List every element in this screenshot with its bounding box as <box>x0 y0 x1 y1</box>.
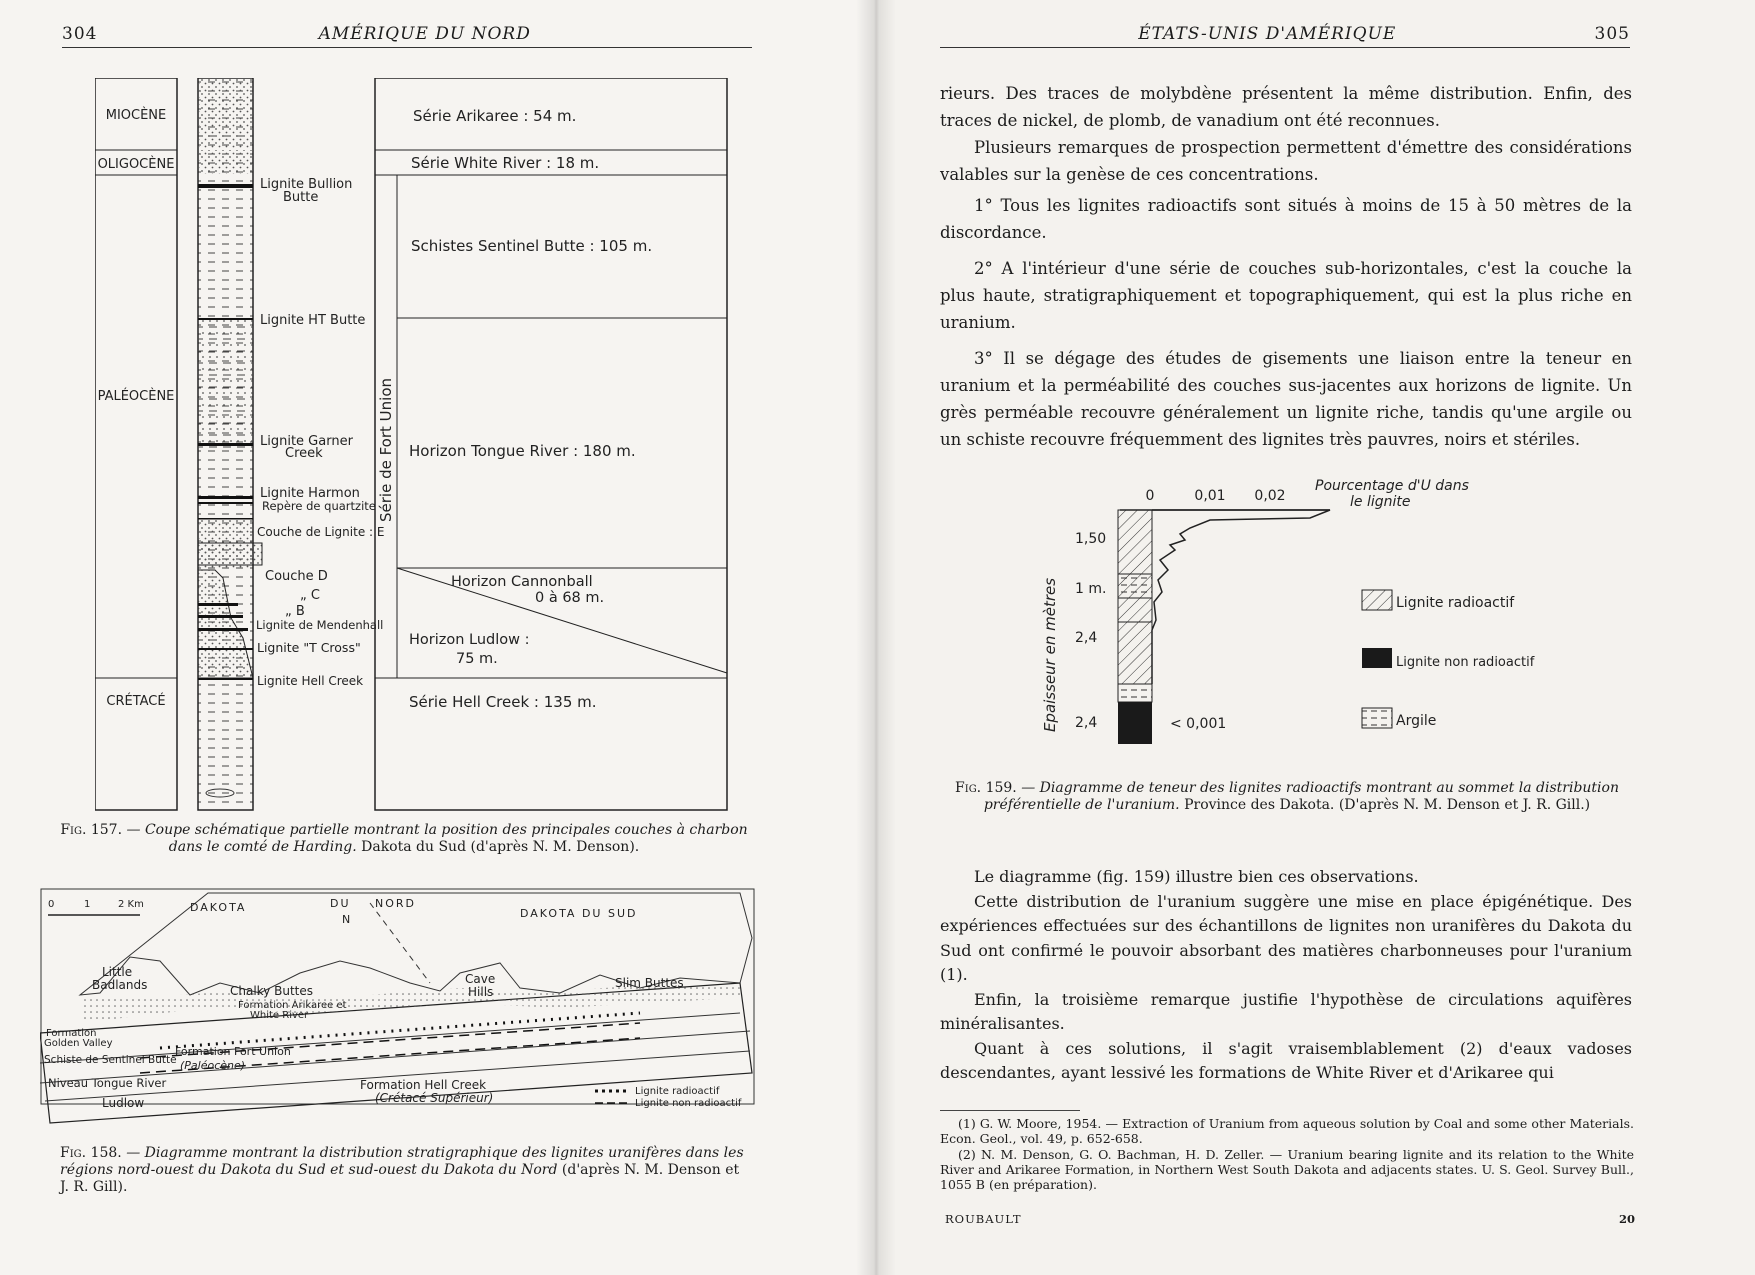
series-label: 0 à 68 m. <box>535 590 605 606</box>
series-label: Schistes Sentinel Butte : 105 m. <box>411 237 653 255</box>
region-label: DAKOTA DU SUD <box>520 907 638 920</box>
x-axis-tick: 0 <box>1145 488 1155 504</box>
formation-label: Golden Valley <box>44 1038 113 1049</box>
caption-italic: — Diagramme montrant la distribution stratigraphique des lignites uranifères dans les régions nord-ouest du Dakota du Sud et sud-ouest du Dakota du Nord <box>60 1145 744 1178</box>
sheet-number: 20 <box>1618 1212 1635 1226</box>
right-page-number: 305 <box>1594 24 1630 44</box>
region-label: DAKOTA <box>190 901 247 914</box>
period-label: CRÉTACÉ <box>106 694 166 709</box>
caption-italic: — Diagramme de teneur des lignites radioactifs montrant au sommet la distribution préférentielle de l'uranium. <box>983 780 1619 813</box>
caption-plain: Dakota du Sud (d'après N. M. Denson). <box>361 839 640 855</box>
legend-label: Lignite non radioactif <box>1396 655 1535 670</box>
footnote: (2) N. M. Denson, G. O. Bachman, H. D. Zeller. — Uranium bearing lignite and its relation to the White River and Arikaree Formation, in Northern West South Dakota and adjacents states. U. S. Geol. Survey Bull., 1055 B (en préparation). <box>940 1147 1634 1192</box>
body-paragraph: Quant à ces solutions, il s'agit vraisemblablement (2) d'eaux vadoses descendantes, ayant lessivé les formations de White River et d'Arikaree qui <box>940 1038 1632 1082</box>
layer-label: Couche D <box>265 569 328 584</box>
legend-label: Lignite radioactif <box>635 1086 720 1097</box>
left-running-header <box>62 24 752 48</box>
body-paragraph: Enfin, la troisième remarque justifie l'hypothèse de circulations aquifères minéralisantes. <box>940 989 1632 1033</box>
below-detection-label: < 0,001 <box>1170 716 1227 732</box>
legend-label: Lignite radioactif <box>1396 595 1515 611</box>
formation-label: Formation Fort Union <box>175 1045 291 1058</box>
layer-label: Lignite Garner <box>260 434 353 449</box>
series-label: Horizon Cannonball <box>451 574 593 590</box>
period-label: PALÉOCÈNE <box>97 389 175 404</box>
layer-label: Lignite "T Cross" <box>257 640 361 655</box>
place-label: Cave <box>465 972 496 986</box>
series-label: Série White River : 18 m. <box>411 154 600 172</box>
y-axis-label: 2,4 <box>1075 630 1098 646</box>
caption-label: Fig. 157. <box>60 822 123 838</box>
left-running-head: AMÉRIQUE DU NORD <box>318 24 531 44</box>
scale-tick: 0 <box>48 899 55 910</box>
page-footer <box>945 1212 1635 1226</box>
formation-label: (Crétacé Supérieur) <box>375 1091 494 1105</box>
period-label: OLIGOCÈNE <box>97 157 175 172</box>
caption-plain: (d'après N. M. Denson et J. R. Gill). <box>60 1162 740 1195</box>
footnote-rule <box>940 1110 1080 1111</box>
y-axis-label: 2,4 <box>1075 715 1098 731</box>
legend-label: Argile <box>1396 713 1437 729</box>
place-label: Chalky Buttes <box>230 984 313 998</box>
body-after-figure <box>940 865 1632 1086</box>
fort-union-vertical-label: Série de Fort Union <box>377 377 395 523</box>
footnotes <box>940 1116 1634 1193</box>
y-axis-title: Epaisseur en mètres <box>1041 577 1059 733</box>
y-axis-label: 1,50 <box>1075 531 1107 547</box>
formation-label: Formation <box>46 1028 97 1039</box>
caption-plain: Province des Dakota. (D'après N. M. Denson et J. R. Gill.) <box>1184 797 1591 813</box>
y-axis-label: 1 m. <box>1075 581 1107 597</box>
x-axis-tick: 0,01 <box>1194 488 1226 504</box>
fig157-stratigraphic-column <box>95 78 730 813</box>
layer-label: Lignite HT Butte <box>260 313 366 328</box>
intro-paragraphs <box>940 80 1632 188</box>
layer-label: Lignite de Mendenhall <box>256 618 384 632</box>
place-label: Hills <box>468 985 494 999</box>
layer-label: Butte <box>283 190 319 205</box>
body-paragraph: Plusieurs remarques de prospection permettent d'émettre des considérations valables sur la genèse de ces concentrations. <box>940 138 1632 184</box>
place-label: Badlands <box>92 978 148 992</box>
scale-tick: 2 Km <box>118 899 144 910</box>
region-label: NORD <box>375 897 416 910</box>
north-arrow-label: N <box>342 913 351 926</box>
body-paragraph: Cette distribution de l'uranium suggère une mise en place épigénétique. Des expériences effectuées sur des échantillons de lignites non uranifères du Dakota du Sud ont confirmé le pouvoir absorbant des matières charbonneuses pour l'uranium (1). <box>940 891 1632 984</box>
region-label: DU <box>330 897 351 910</box>
series-label: Horizon Ludlow : <box>409 632 530 648</box>
layer-label: Lignite Bullion <box>260 177 353 192</box>
formation-label: (Paléocène) <box>180 1059 246 1072</box>
place-label: Little <box>102 965 133 979</box>
left-page-number: 304 <box>62 24 98 44</box>
signature-mark: ROUBAULT <box>945 1212 1022 1226</box>
layer-label: Repère de quartzite <box>262 499 376 513</box>
layer-label: Creek <box>285 446 323 461</box>
caption-label: Fig. 159. <box>955 780 1017 796</box>
legend-label: Lignite non radioactif <box>635 1098 742 1109</box>
series-label: Série Hell Creek : 135 m. <box>409 693 597 711</box>
scale-tick: 1 <box>84 899 91 910</box>
fig158-caption <box>60 1145 750 1196</box>
formation-label: Schiste de Sentinel Butte <box>44 1054 177 1066</box>
layer-label: „ C <box>300 588 320 603</box>
fig157-caption <box>58 822 750 856</box>
layer-label: „ B <box>285 604 305 619</box>
right-running-header <box>940 24 1630 48</box>
fig159-caption <box>940 780 1634 814</box>
formation-label: White River <box>250 1010 309 1021</box>
fig159-uranium-profile <box>1030 470 1570 760</box>
formation-label: Formation Arikaree et <box>238 1000 347 1011</box>
point-paragraph: 1° Tous les lignites radioactifs sont situés à moins de 15 à 50 mètres de la discordance. <box>940 196 1632 242</box>
left-page <box>0 0 876 1275</box>
footnote: (1) G. W. Moore, 1954. — Extraction of Uranium from aqueous solution by Coal and some other Materials. Econ. Geol., vol. 49, p. 652-658. <box>940 1116 1634 1146</box>
x-axis-title: Pourcentage d'U dans <box>1315 478 1469 494</box>
x-axis-tick: 0,02 <box>1254 488 1286 504</box>
formation-label: Ludlow <box>102 1096 145 1110</box>
layer-label: Couche de Lignite : E <box>257 525 385 539</box>
right-running-head: ÉTATS-UNIS D'AMÉRIQUE <box>1138 24 1397 44</box>
caption-italic: — Coupe schématique partielle montrant la position des principales couches à charbon dans le comté de Harding. <box>126 822 748 855</box>
caption-label: Fig. 158. <box>60 1145 122 1161</box>
body-paragraph: rieurs. Des traces de molybdène présentent la même distribution. Enfin, des traces de nickel, de plomb, de vanadium ont été reconnues. <box>940 84 1632 130</box>
series-label: Horizon Tongue River : 180 m. <box>409 442 636 460</box>
formation-label: Niveau Tongue River <box>48 1076 167 1090</box>
points-list <box>940 192 1632 453</box>
book-gutter <box>856 0 896 1275</box>
body-paragraph: Le diagramme (fig. 159) illustre bien ces observations. <box>974 867 1419 886</box>
series-label: 75 m. <box>456 651 498 667</box>
series-label: Série Arikaree : 54 m. <box>413 107 577 125</box>
layer-label: Lignite Harmon <box>260 486 360 501</box>
place-label: Slim Buttes <box>615 976 684 990</box>
fig158-block-diagram <box>40 883 760 1128</box>
x-axis-title: le lignite <box>1350 494 1411 510</box>
period-label: MIOCÈNE <box>105 108 167 123</box>
formation-label: Formation Hell Creek <box>360 1078 487 1092</box>
layer-label: Lignite Hell Creek <box>257 674 364 688</box>
point-paragraph: 2° A l'intérieur d'une série de couches sub-horizontales, c'est la couche la plus haute, stratigraphiquement et topographiquement, qui est la plus riche en uranium. <box>940 259 1632 332</box>
point-paragraph: 3° Il se dégage des études de gisements une liaison entre la teneur en uranium et la perméabilité des couches sus-jacentes aux horizons de lignite. Un grès perméable recouvre généralement un lignite riche, tandis qu'une argile ou un schiste recouvre fréquemment des lignites très pauvres, noirs et stériles. <box>940 349 1632 449</box>
